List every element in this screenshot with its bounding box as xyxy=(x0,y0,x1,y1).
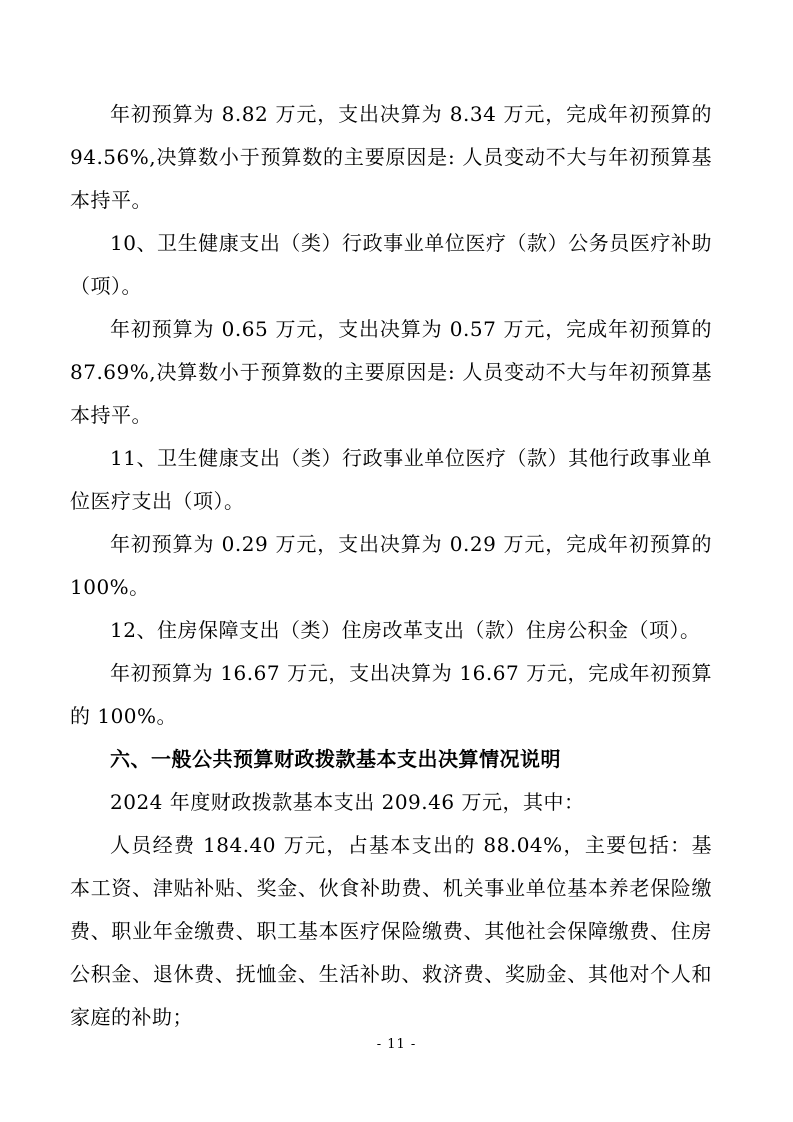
paragraph-item-11-title: 11、卫生健康支出（类）行政事业单位医疗（款）其他行政事业单位医疗支出（项）。 xyxy=(70,446,712,513)
paragraph-basic-expenditure-total: 2024 年度财政拨款基本支出 209.46 万元，其中： xyxy=(110,790,585,814)
section-heading: 六、一般公共预算财政拨款基本支出决算情况说明 xyxy=(110,747,561,771)
page-footer xyxy=(0,1037,793,1052)
paragraph-item-10-title: 10、卫生健康支出（类）行政事业单位医疗（款）公务员医疗补助（项）。 xyxy=(70,231,712,298)
paragraph-item-10-detail: 年初预算为 0.65 万元，支出决算为 0.57 万元，完成年初预算的 87.69%,决算数小于预算数的主要原因是: 人员变动不大与年初预算基本持平。 xyxy=(70,317,712,427)
page-number: - 11 - xyxy=(376,1037,417,1052)
paragraph-personnel-expenses: 人员经费 184.40 万元，占基本支出的 88.04%，主要包括：基本工资、津贴补贴、奖金、伙食补助费、机关事业单位基本养老保险缴费、职业年金缴费、职工基本医疗保险缴费、其他社会保障缴费、住房公积金、退休费、抚恤金、生活补助、救济费、奖励金、其他对个人和家庭的补助； xyxy=(70,833,712,1029)
document-content xyxy=(70,93,712,1039)
paragraph-item-11-detail: 年初预算为 0.29 万元，支出决算为 0.29 万元，完成年初预算的 100%。 xyxy=(70,532,712,599)
paragraph-item-12-detail: 年初预算为 16.67 万元，支出决算为 16.67 万元，完成年初预算的 100%。 xyxy=(70,661,712,728)
paragraph-item-12-title: 12、住房保障支出（类）住房改革支出（款）住房公积金（项）。 xyxy=(110,618,701,642)
paragraph-budget-9: 年初预算为 8.82 万元，支出决算为 8.34 万元，完成年初预算的 94.56%,决算数小于预算数的主要原因是: 人员变动不大与年初预算基本持平。 xyxy=(70,102,712,212)
